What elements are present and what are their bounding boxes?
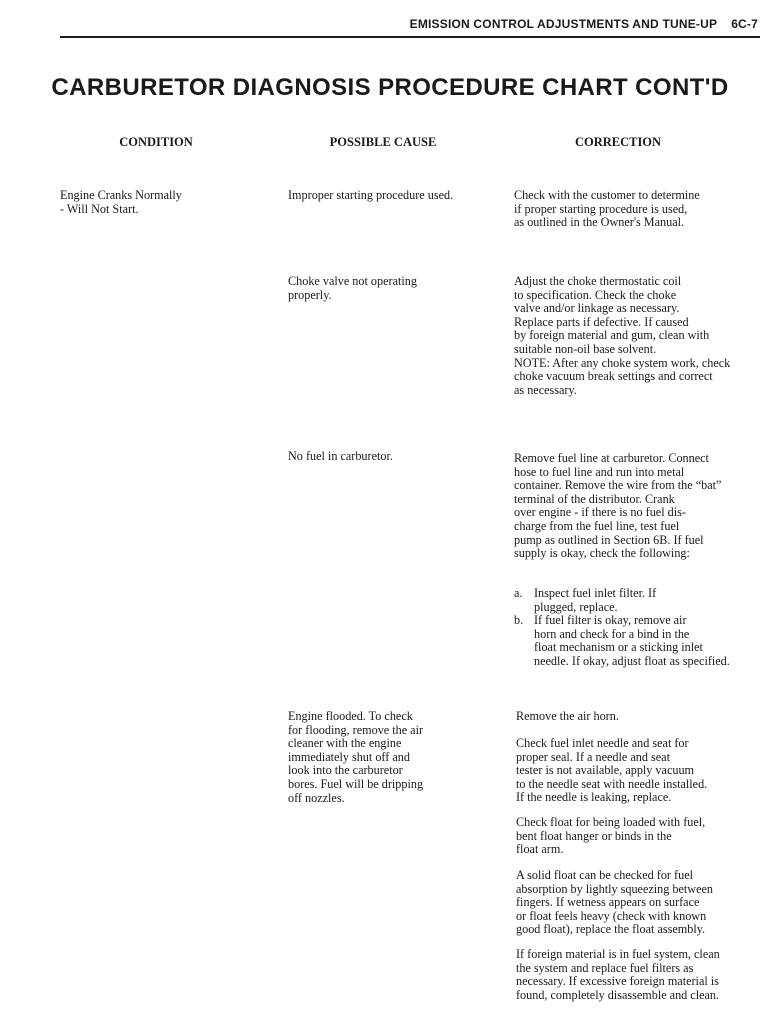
row-4-correction-4: A solid float can be checked for fuel absorption by lightly squeezing between fingers. If wetness appears on surface or float feels heavy (check with known good float), replace the float assembly. bbox=[516, 868, 713, 937]
row-4-correction-5: If foreign material is in fuel system, clean the system and replace fuel filters as necessary. If excessive foreign material is found, completely disassemble and clean. bbox=[516, 947, 720, 1002]
row-2-correction: Adjust the choke thermostatic coil to specification. Check the choke valve and/or linkage as necessary. Replace parts if defective. If caused by foreign material and gum, clean with suitable non-oil base solvent. NOTE: After any choke system work, check choke vacuum break settings and correct as necessary. bbox=[514, 274, 731, 397]
row-3-cause: No fuel in carburetor. bbox=[288, 449, 393, 463]
row-2-cause: Choke valve not operating properly. bbox=[288, 274, 417, 302]
row-1-cause: Improper starting procedure used. bbox=[288, 188, 454, 202]
list-marker: a. bbox=[514, 586, 523, 600]
column-header-condition: CONDITION bbox=[119, 135, 193, 149]
list-item bbox=[514, 614, 772, 668]
row-1-condition: Engine Cranks Normally - Will Not Start. bbox=[60, 188, 182, 216]
row-1-correction: Check with the customer to determine if proper starting procedure is used, as outlined in the Owner's Manual. bbox=[514, 188, 700, 230]
column-header-correction: CORRECTION bbox=[574, 135, 662, 149]
list-item bbox=[514, 587, 772, 614]
list-item-text: If fuel filter is okay, remove air horn and check for a bind in the float mechanism or a sticking inlet needle. If okay, adjust float as specified. bbox=[534, 613, 730, 668]
row-4-cause: Engine flooded. To check for flooding, remove the air cleaner with the engine immediately shut off and look into the carburetor bores. Fuel will be dripping off nozzles. bbox=[288, 709, 424, 805]
running-header bbox=[410, 17, 758, 31]
page-title: CARBURETOR DIAGNOSIS PROCEDURE CHART CONT'D bbox=[51, 74, 729, 101]
header-rule bbox=[60, 36, 760, 38]
row-4-correction-3: Check float for being loaded with fuel, bent float hanger or binds in the float arm. bbox=[516, 815, 706, 857]
row-3-steps bbox=[514, 587, 772, 669]
row-4-correction-2: Check fuel inlet needle and seat for proper seal. If a needle and seat tester is not available, apply vacuum to the needle seat with needle installed. If the needle is leaking, replace. bbox=[516, 736, 708, 805]
page-number: 6C-7 bbox=[731, 17, 758, 31]
row-3-correction: Remove fuel line at carburetor. Connect hose to fuel line and run into metal container. Remove the wire from the “bat” terminal of the distributor. Crank over engine - if there is no fuel dis- charge from the fuel line, test fuel pump as outlined in Section 6B. If fuel supply is okay, check the following: bbox=[514, 451, 722, 561]
row-4-correction-1: Remove the air horn. bbox=[516, 709, 619, 723]
section-title: EMISSION CONTROL ADJUSTMENTS AND TUNE-UP bbox=[409, 17, 718, 31]
list-marker: b. bbox=[514, 613, 524, 628]
column-header-cause: POSSIBLE CAUSE bbox=[329, 135, 437, 149]
list-item-text: Inspect fuel inlet filter. If plugged, replace. bbox=[534, 586, 657, 614]
